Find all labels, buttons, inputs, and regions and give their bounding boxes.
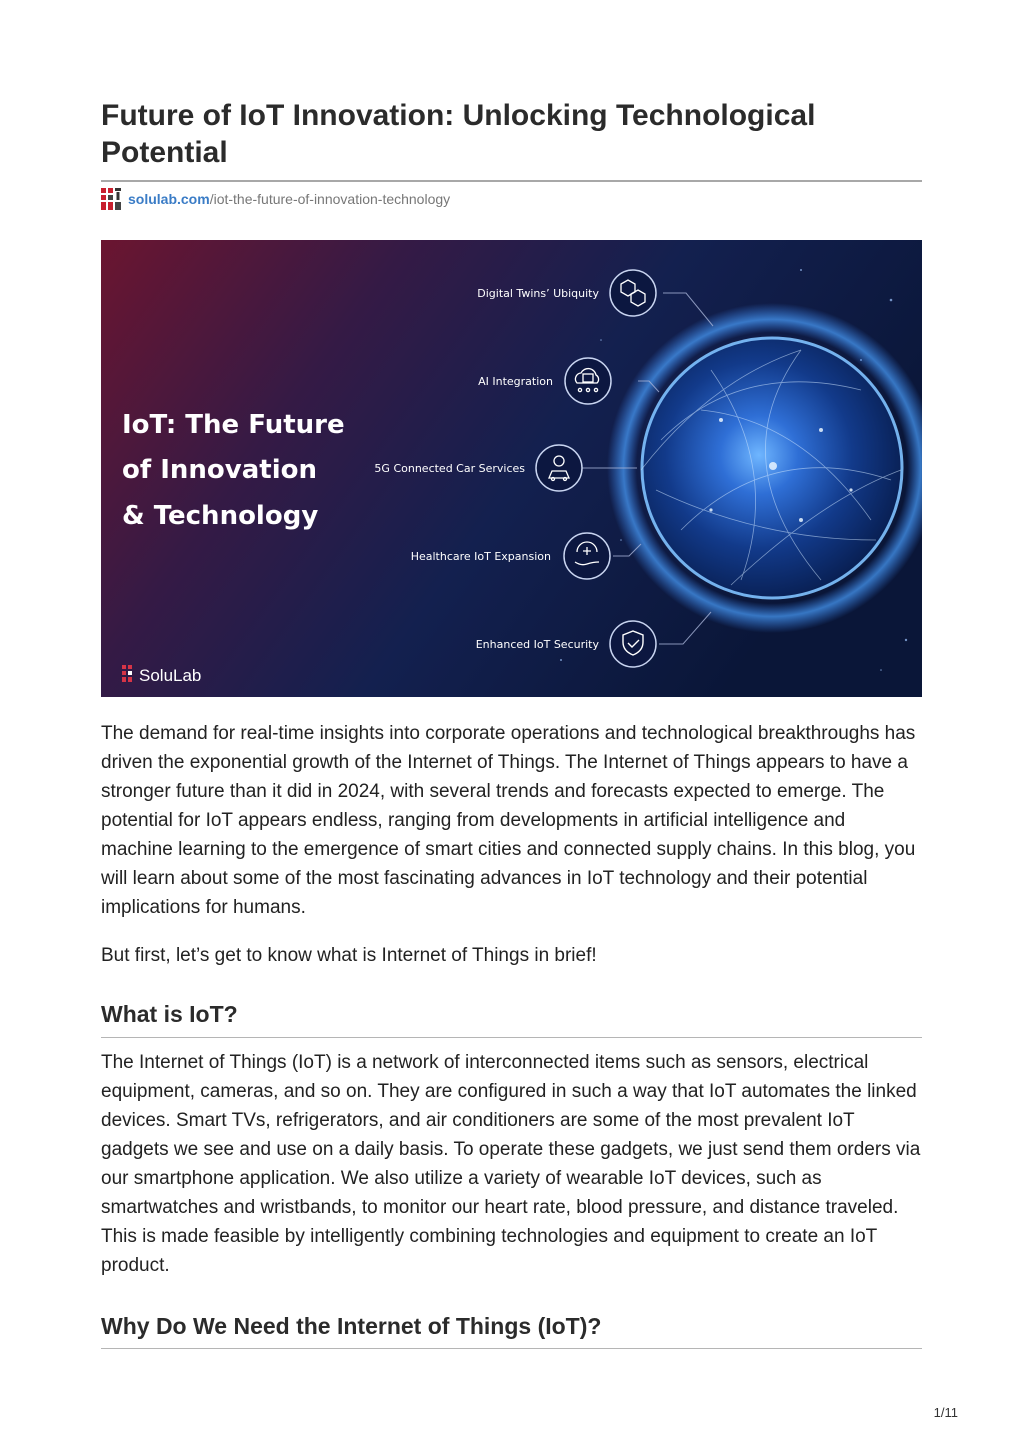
source-domain-link[interactable]: solulab.com — [128, 191, 210, 207]
source-line — [101, 188, 450, 210]
trend-label: AI Integration — [478, 375, 553, 388]
hero-headline-line-2: of Innovation — [122, 455, 317, 485]
source-path: /iot-the-future-of-innovation-technology — [209, 191, 451, 207]
hero-brand-name: SoluLab — [139, 666, 202, 685]
title-divider — [101, 180, 922, 182]
trend-label: Healthcare IoT Expansion — [410, 550, 551, 563]
solulab-logo-icon — [101, 188, 123, 210]
page-indicator: 1/11 — [933, 1405, 958, 1420]
section-heading-what-is-iot: What is IoT? — [101, 1001, 238, 1027]
intro-paragraph: The demand for real-time insights into corporate operations and technological breakthroughs has driven the exponential growth of the Internet of Things. The Internet of Things appears to have a stronger future than it did in 2024, with several trends and forecasts expected to emerge. The potential for IoT appears endless, ranging from developments in artificial intelligence and machine learning to the emergence of smart cities and connected supply chains. In this blog, you will learn about some of the most fascinating advances in IoT technology and their potential implications for humans. — [101, 723, 916, 918]
section-divider — [101, 1348, 922, 1349]
hero-illustration — [101, 240, 922, 697]
hero-headline — [122, 410, 345, 531]
hero-banner — [101, 240, 922, 697]
trend-label: Digital Twins’ Ubiquity — [477, 287, 599, 300]
lead-in-paragraph: But first, let’s get to know what is Internet of Things in brief! — [101, 945, 597, 966]
trend-label: Enhanced IoT Security — [475, 638, 599, 651]
section-heading-why-iot: Why Do We Need the Internet of Things (IoT)? — [101, 1313, 602, 1339]
hero-headline-line-1: IoT: The Future — [122, 410, 345, 440]
section-divider — [101, 1037, 922, 1038]
section-paragraph-what-is-iot: The Internet of Things (IoT) is a network of interconnected items such as sensors, electrical equipment, cameras, and so on. They are configured in such a way that IoT automates the linked devices. Smart TVs, refrigerators, and air conditioners are some of the most prevalent IoT gadgets we see and use on a daily basis. To operate these gadgets, we just send them orders via our smartphone application. We also utilize a variety of wearable IoT devices, such as smartwatches and wristbands, to monitor our heart rate, blood pressure, and distance traveled. This is made feasible by intelligently combining technologies and equipment to create an IoT product. — [101, 1052, 921, 1276]
article-title: Future of IoT Innovation: Unlocking Technological Potential — [101, 99, 816, 169]
trend-label: 5G Connected Car Services — [374, 462, 525, 475]
hero-headline-line-3: & Technology — [122, 501, 319, 531]
